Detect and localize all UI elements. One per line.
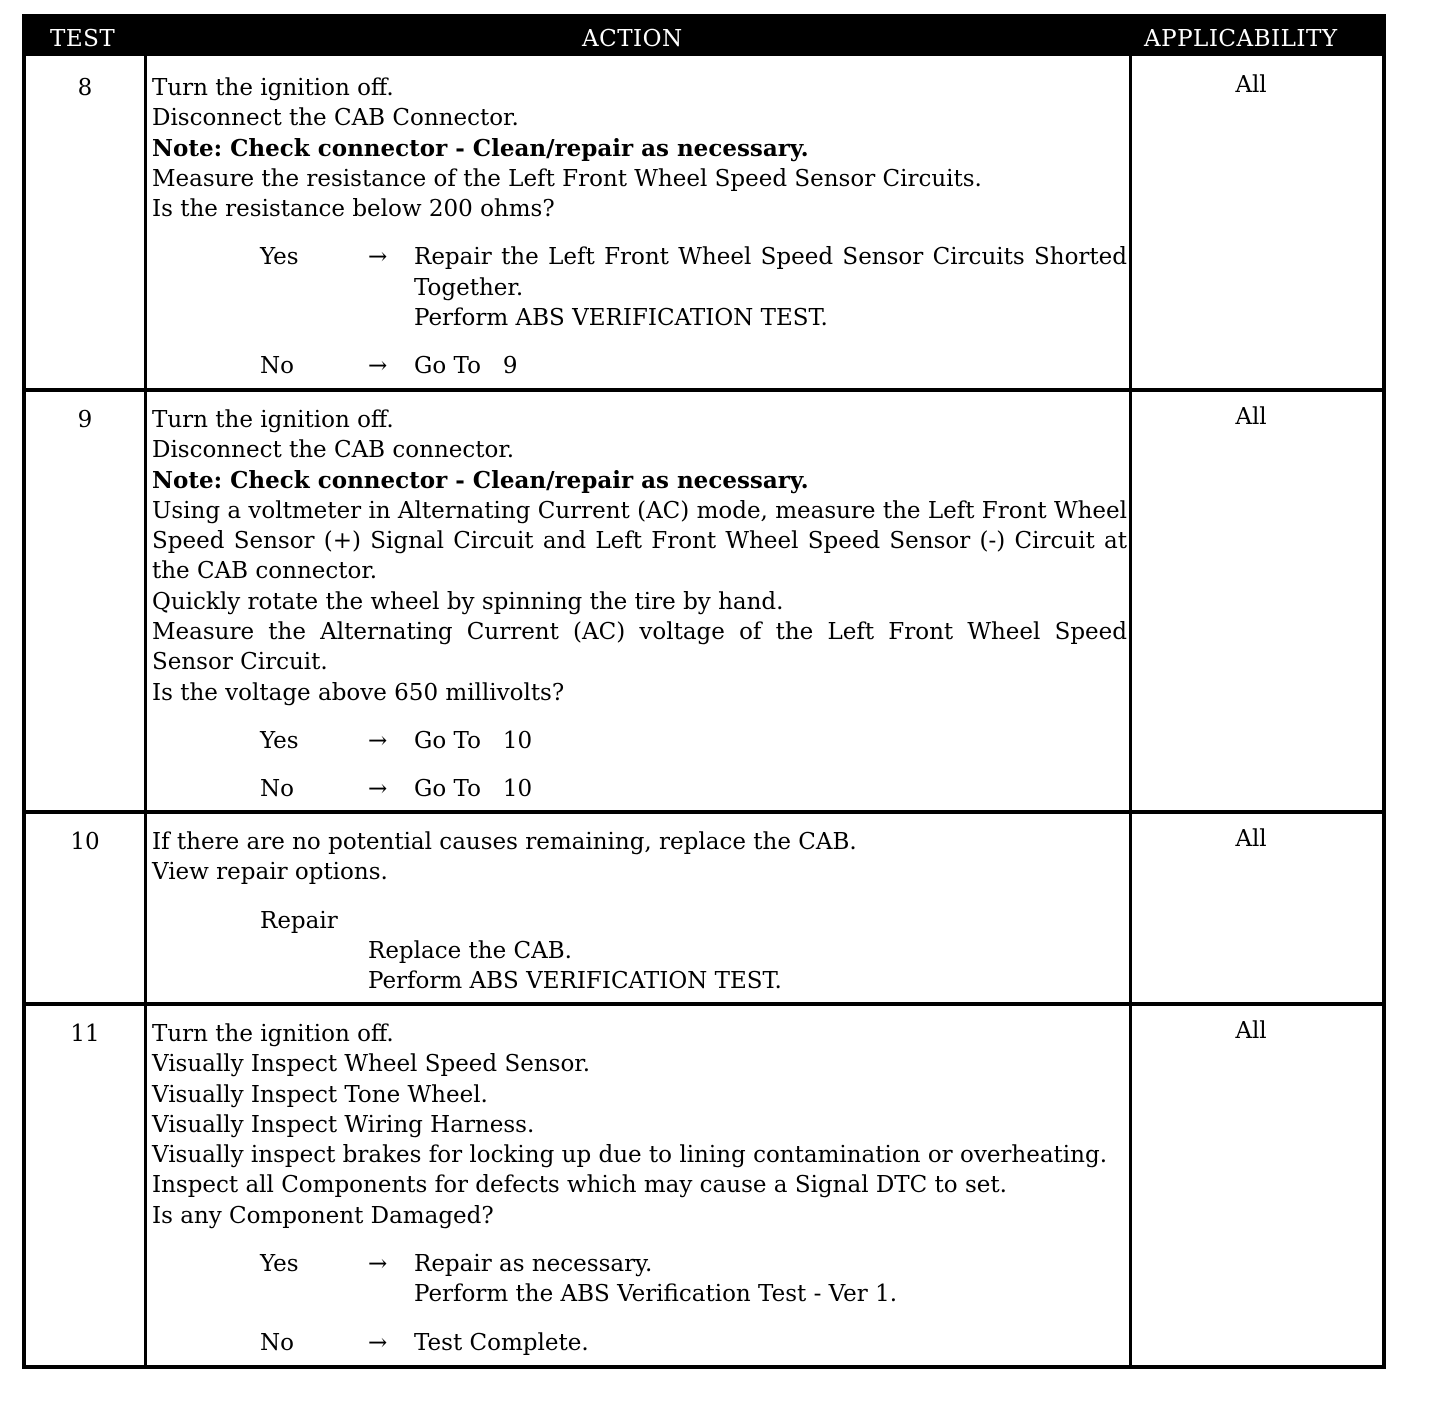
no-result-line: Test Complete.	[414, 1329, 589, 1356]
applicability-value: All	[1235, 72, 1267, 98]
test-number: 9	[77, 407, 93, 433]
row-divider	[26, 1002, 1382, 1006]
action-line: Visually Inspect Wiring Harness.	[152, 1111, 535, 1138]
no-label: No	[260, 353, 294, 380]
action-line: Turn the ignition off.	[152, 1021, 394, 1047]
repair-result-line: Perform ABS VERIFICATION TEST.	[368, 968, 782, 995]
no-option	[152, 774, 1127, 804]
action-line: Is the voltage above 650 millivolts?	[152, 679, 565, 706]
yes-result-line: Perform ABS VERIFICATION TEST.	[414, 305, 828, 332]
action-cell	[152, 73, 1127, 382]
arrow-icon: →	[368, 244, 388, 271]
action-line: Disconnect the CAB connector.	[152, 437, 515, 464]
header-test: TEST	[50, 26, 116, 52]
repair-result-line: Replace the CAB.	[368, 937, 572, 964]
yes-label: Yes	[260, 727, 299, 754]
arrow-icon: →	[368, 1329, 388, 1356]
test-number: 10	[70, 829, 100, 855]
action-line: Is the resistance below 200 ohms?	[152, 196, 555, 223]
action-line: Is any Component Damaged?	[152, 1202, 494, 1229]
no-option	[152, 351, 1127, 381]
row-divider	[26, 388, 1382, 392]
arrow-icon: →	[368, 727, 388, 754]
action-cell	[152, 827, 1127, 996]
arrow-icon: →	[368, 1251, 388, 1278]
action-line: Using a voltmeter in Alternating Current (AC) mode, measure the Left Front Wheel Speed Sensor (+) Signal Circuit and Left Front Wheel Speed Sensor (-) Circuit at the CAB connector.	[152, 497, 1127, 585]
no-label: No	[260, 776, 294, 803]
yes-label: Yes	[260, 244, 299, 271]
test-table	[22, 14, 1386, 1369]
action-line: Turn the ignition off.	[152, 75, 394, 101]
action-line: Quickly rotate the wheel by spinning the tire by hand.	[152, 588, 784, 615]
arrow-icon: →	[368, 776, 388, 803]
row-divider	[26, 810, 1382, 814]
no-result-line: Go To 10	[414, 776, 533, 803]
action-line: Visually Inspect Tone Wheel.	[152, 1081, 488, 1108]
action-cell	[152, 1019, 1127, 1358]
yes-result-line: Together.	[414, 274, 524, 301]
yes-option	[152, 242, 1127, 333]
applicability-value: All	[1235, 404, 1267, 430]
action-line: Disconnect the CAB Connector.	[152, 105, 519, 132]
table-header	[26, 18, 1382, 56]
action-line: If there are no potential causes remaining, replace the CAB.	[152, 829, 857, 855]
yes-result-line: Go To 10	[414, 727, 533, 754]
yes-option	[152, 726, 1127, 756]
yes-result-line: Perform the ABS Verification Test - Ver 1.	[414, 1281, 898, 1308]
header-action: ACTION	[582, 26, 683, 52]
column-divider	[1129, 56, 1132, 1369]
action-line: Measure the Alternating Current (AC) voltage of the Left Front Wheel Speed Sensor Circuit.	[152, 619, 1127, 676]
yes-label: Yes	[260, 1251, 299, 1278]
column-divider	[144, 56, 147, 1369]
no-option	[152, 1328, 1127, 1358]
test-number: 8	[77, 75, 93, 101]
yes-option	[152, 1249, 1127, 1310]
action-line: Turn the ignition off.	[152, 407, 394, 433]
yes-result-line: Repair the Left Front Wheel Speed Sensor Circuits Shorted	[414, 244, 1127, 271]
action-cell	[152, 405, 1127, 805]
repair-option	[152, 906, 1127, 997]
applicability-value: All	[1235, 1018, 1267, 1044]
repair-label: Repair	[260, 907, 338, 934]
test-number: 11	[70, 1021, 100, 1047]
no-label: No	[260, 1329, 294, 1356]
no-result-line: Go To 9	[414, 353, 518, 380]
applicability-value: All	[1235, 826, 1267, 852]
action-note: Note: Check connector - Clean/repair as necessary.	[152, 466, 809, 494]
action-line: Inspect all Components for defects which may cause a Signal DTC to set.	[152, 1172, 1007, 1199]
action-line: Visually Inspect Wheel Speed Sensor.	[152, 1051, 591, 1078]
header-applicability: APPLICABILITY	[1144, 26, 1338, 52]
action-line: Visually inspect brakes for locking up due to lining contamination or overheating.	[152, 1142, 1108, 1169]
yes-result-line: Repair as necessary.	[414, 1251, 653, 1278]
action-note: Note: Check connector - Clean/repair as necessary.	[152, 134, 809, 162]
action-line: View repair options.	[152, 859, 388, 886]
action-line: Measure the resistance of the Left Front Wheel Speed Sensor Circuits.	[152, 165, 982, 192]
arrow-icon: →	[368, 353, 388, 380]
